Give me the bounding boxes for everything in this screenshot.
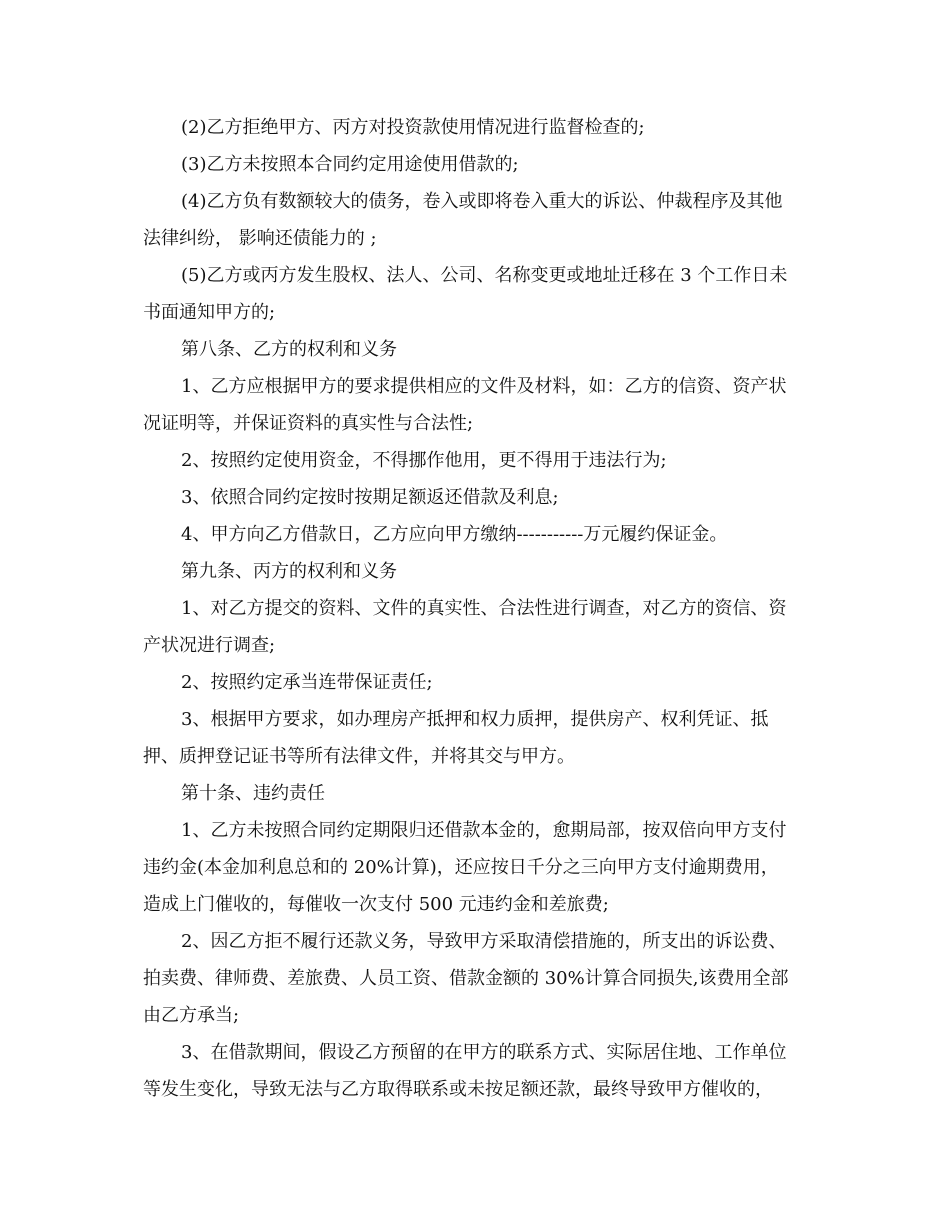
paragraph-line: 2、因乙方拒不履行还款义务，导致甲方采取清偿措施的，所支出的诉讼费、 — [181, 931, 787, 952]
paragraph-line: 书面通知甲方的; — [143, 302, 276, 323]
paragraph-line: 由乙方承当; — [143, 1005, 240, 1026]
paragraph-line: 4、甲方向乙方借款日，乙方应向甲方缴纳-----------万元履约保证金。 — [181, 524, 728, 545]
paragraph-line: 3、在借款期间，假设乙方预留的在甲方的联系方式、实际居住地、工作单位 — [181, 1042, 787, 1063]
section-heading: 第十条、违约责任 — [181, 783, 325, 804]
paragraph-line: 3、依照合同约定按时按期足额返还借款及利息; — [181, 487, 559, 508]
paragraph-line: (2)乙方拒绝甲方、丙方对投资款使用情况进行监督检查的; — [181, 117, 645, 138]
paragraph-line: 况证明等，并保证资料的真实性与合法性; — [143, 413, 474, 434]
paragraph-line: (3)乙方未按照本合同约定用途使用借款的; — [181, 154, 519, 175]
paragraph-line: 2、按照约定承当连带保证责任; — [181, 672, 433, 693]
paragraph-line: 1、乙方应根据甲方的要求提供相应的文件及材料，如：乙方的信资、资产状 — [181, 376, 787, 397]
paragraph-line: 押、质押登记证书等所有法律文件，并将其交与甲方。 — [143, 746, 575, 767]
paragraph-line: 1、乙方未按照合同约定期限归还借款本金的，愈期局部，按双倍向甲方支付 — [181, 820, 787, 841]
paragraph-line: 1、对乙方提交的资料、文件的真实性、合法性进行调查，对乙方的资信、资 — [181, 598, 787, 619]
paragraph-line: 违约金(本金加利息总和的 20%计算)，还应按日千分之三向甲方支付逾期费用， — [143, 857, 779, 878]
paragraph-line: 拍卖费、律师费、差旅费、人员工资、借款金额的 30%计算合同损失,该费用全部 — [143, 968, 789, 989]
paragraph-line: (5)乙方或丙方发生股权、法人、公司、名称变更或地址迁移在 3 个工作日未 — [181, 265, 788, 286]
paragraph-line: 法律纠纷， 影响还债能力的 ; — [143, 228, 377, 249]
section-heading: 第九条、丙方的权利和义务 — [181, 561, 397, 582]
paragraph-line: 造成上门催收的，每催收一次支付 500 元违约金和差旅费; — [143, 894, 609, 915]
paragraph-line: 等发生变化，导致无法与乙方取得联系或未按足额还款，最终导致甲方催收的， — [143, 1079, 773, 1100]
paragraph-line: 3、根据甲方要求，如办理房产抵押和权力质押，提供房产、权利凭证、抵 — [181, 709, 769, 730]
paragraph-line: (4)乙方负有数额较大的债务，卷入或即将卷入重大的诉讼、仲裁程序及其他 — [181, 191, 783, 212]
section-heading: 第八条、乙方的权利和义务 — [181, 339, 397, 360]
paragraph-line: 2、按照约定使用资金，不得挪作他用，更不得用于违法行为; — [181, 450, 667, 471]
paragraph-line: 产状况进行调查; — [143, 635, 276, 656]
